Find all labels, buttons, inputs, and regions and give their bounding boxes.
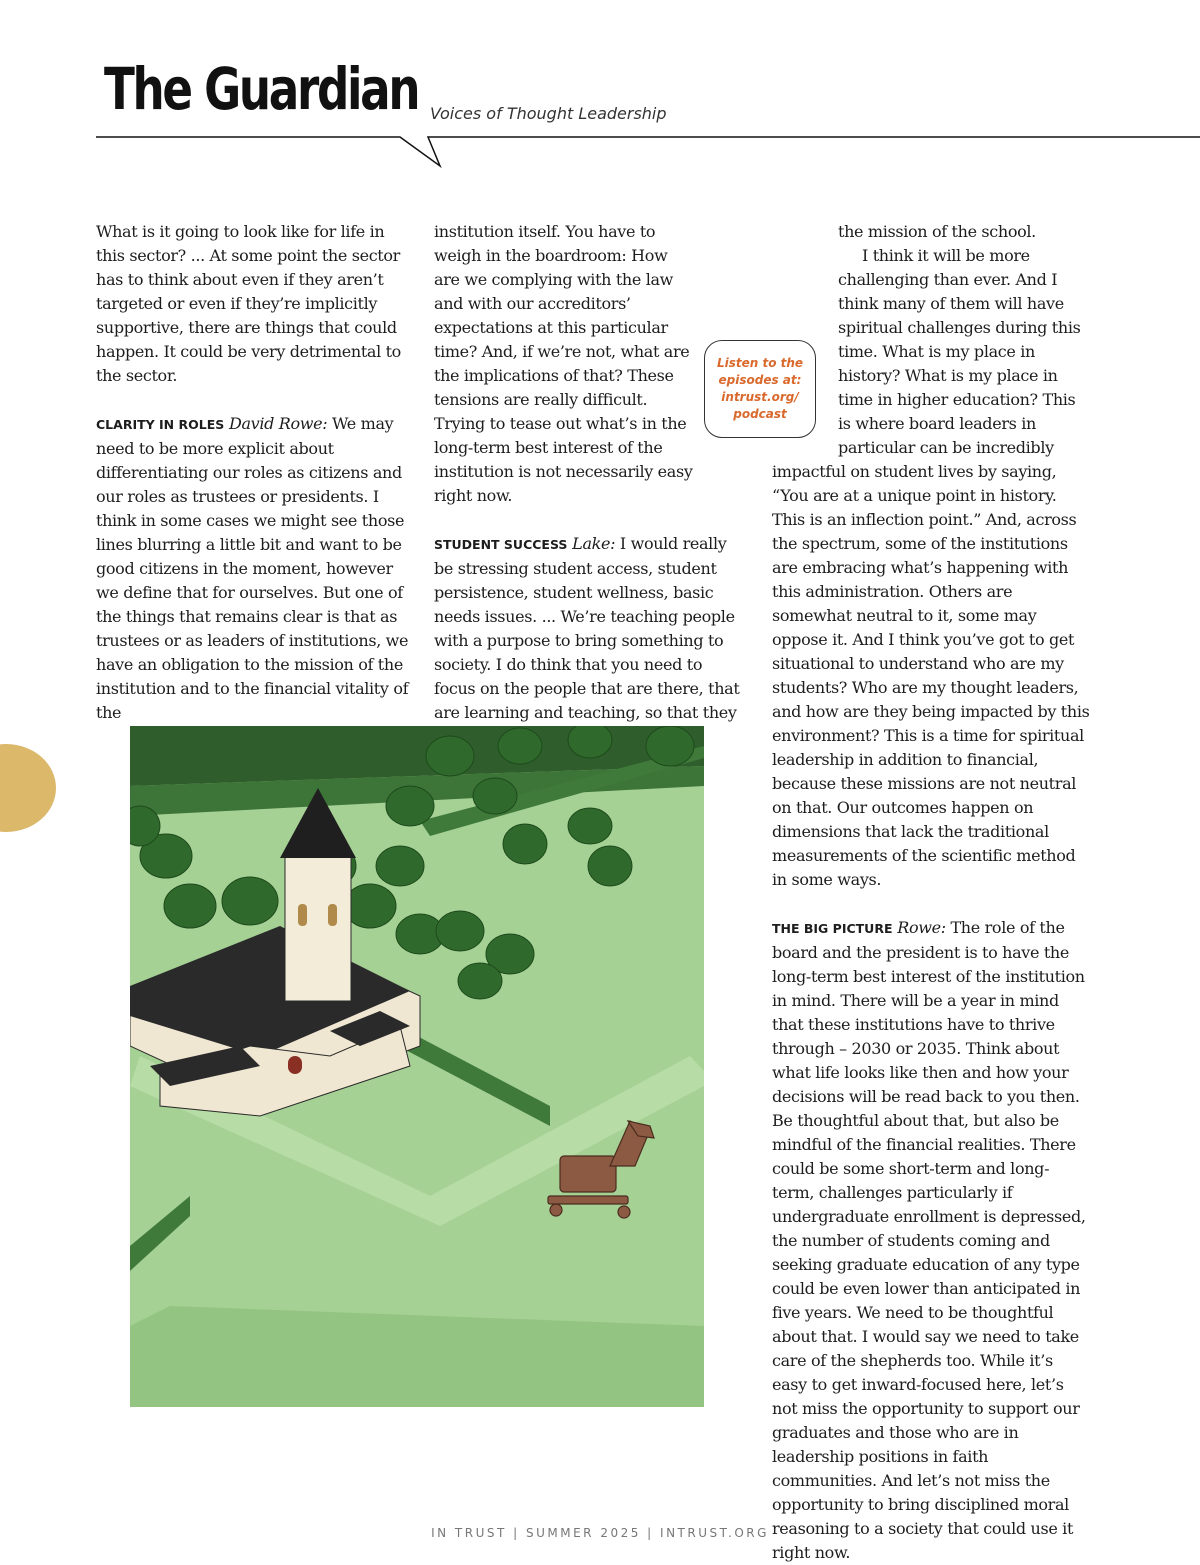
paragraph — [434, 532, 740, 749]
article-column-3 — [772, 220, 1090, 1565]
speaker-name: Lake: — [572, 534, 616, 553]
page-edge-tab — [0, 744, 56, 832]
paragraph: the mission of the school. — [838, 222, 1036, 241]
speaker-name: David Rowe: — [229, 414, 328, 433]
paragraph-text: We may need to be more explicit about differentiating our roles as citizens and our roles as trustees or presidents. I think in some cases we might see those lines blurring a little bit and want to be good citizens in the moment, however we define that for ourselves. But one of the things that remains clear is that as trustees or as leaders of institutions, we have an obligation to the mission of the institution and to the financial vitality of the — [96, 414, 409, 722]
paragraph — [96, 412, 414, 725]
article-column-1 — [96, 220, 414, 725]
paragraph-text: I would really be stressing student access, student persistence, student wellness, basic needs issues. ... We’re teaching people with a purpose to bring something to society. I do think that you need to focus on the people that are there, that are learning and teaching, so that they — [434, 534, 740, 722]
section-heading-student-success: STUDENT SUCCESS — [434, 537, 568, 552]
speech-bubble-rule — [0, 0, 1200, 170]
section-heading-the-big-picture: THE BIG PICTURE — [772, 921, 893, 936]
speaker-name: Rowe: — [897, 918, 946, 937]
masthead — [0, 0, 1200, 170]
paragraph: institution itself. You have to weigh in the boardroom: How are we complying with the law and with our accreditors’ expectations at this particular time? And, if we’re not, what are the implications of that? These tensions are really difficult. Trying to tease out what’s in the long-term best interest of the institution is not necessarily easy right now. — [434, 222, 693, 505]
paragraph-text: The role of the board and the president is to have the long-term best interest of the institution in mind. There will be a year in mind that these institutions have to thrive through – 2030 or 2035. Think about what life looks like then and how your decisions will be read back to you then. Be thoughtful about that, but also be mindful of the financial realities. There could be some short-term and long-term, challenges particularly if undergraduate enrollment is depressed, the number of students coming and seeking graduate education of any type could be even lower than anticipated in five years. We need to be thoughtful about that. I would say we need to take care of the shepherds too. While it’s easy to get inward-focused here, let’s not miss the opportunity to support our graduates and those who are in leadership positions in faith communities. And let’s not miss the opportunity to bring disciplined moral reasoning to a society that could use it right now. — [772, 918, 1086, 1562]
publication-title: The Guardian — [104, 55, 419, 123]
podcast-callout-bubble: Listen to the episodes at: intrust.org/ podcast — [704, 340, 816, 438]
campus-trojan-horse-illustration — [130, 726, 704, 1407]
article-column-2 — [434, 220, 740, 749]
paragraph: What is it going to look like for life in this sector? ... At some point the sector has to think about even if they aren’t targeted or even if they’re implicitly supportive, there are things that could happen. It could be very detrimental to the sector. — [96, 222, 401, 385]
section-heading-clarity-in-roles: CLARITY IN ROLES — [96, 417, 225, 432]
section-tagline: Voices of Thought Leadership — [430, 104, 667, 123]
paragraph — [772, 916, 1090, 1565]
paragraph: I think it will be more challenging than ever. And I think many of them will have spiritual challenges during this time. What is my place in history? What is my place in time in higher education? This is where board leaders in particular can be incredibly impactful on student lives by saying, “You are at a unique point in history. This is an inflection point.” And, across the spectrum, some of the institutions are embracing what’s happening with this administration. Others are somewhat neutral to it, some may oppose it. And I think you’ve got to get situational to understand who are my students? Who are my thought leaders, and how are they being impacted by this environment? This is a time for spiritual leadership in addition to financial, because these missions are not neutral on that. Our outcomes happen on dimensions that lack the traditional measurements of the scientific method in some ways. — [772, 246, 1090, 889]
page-footer: IN TRUST | SUMMER 2025 | INTRUST.ORG — [431, 1526, 769, 1540]
